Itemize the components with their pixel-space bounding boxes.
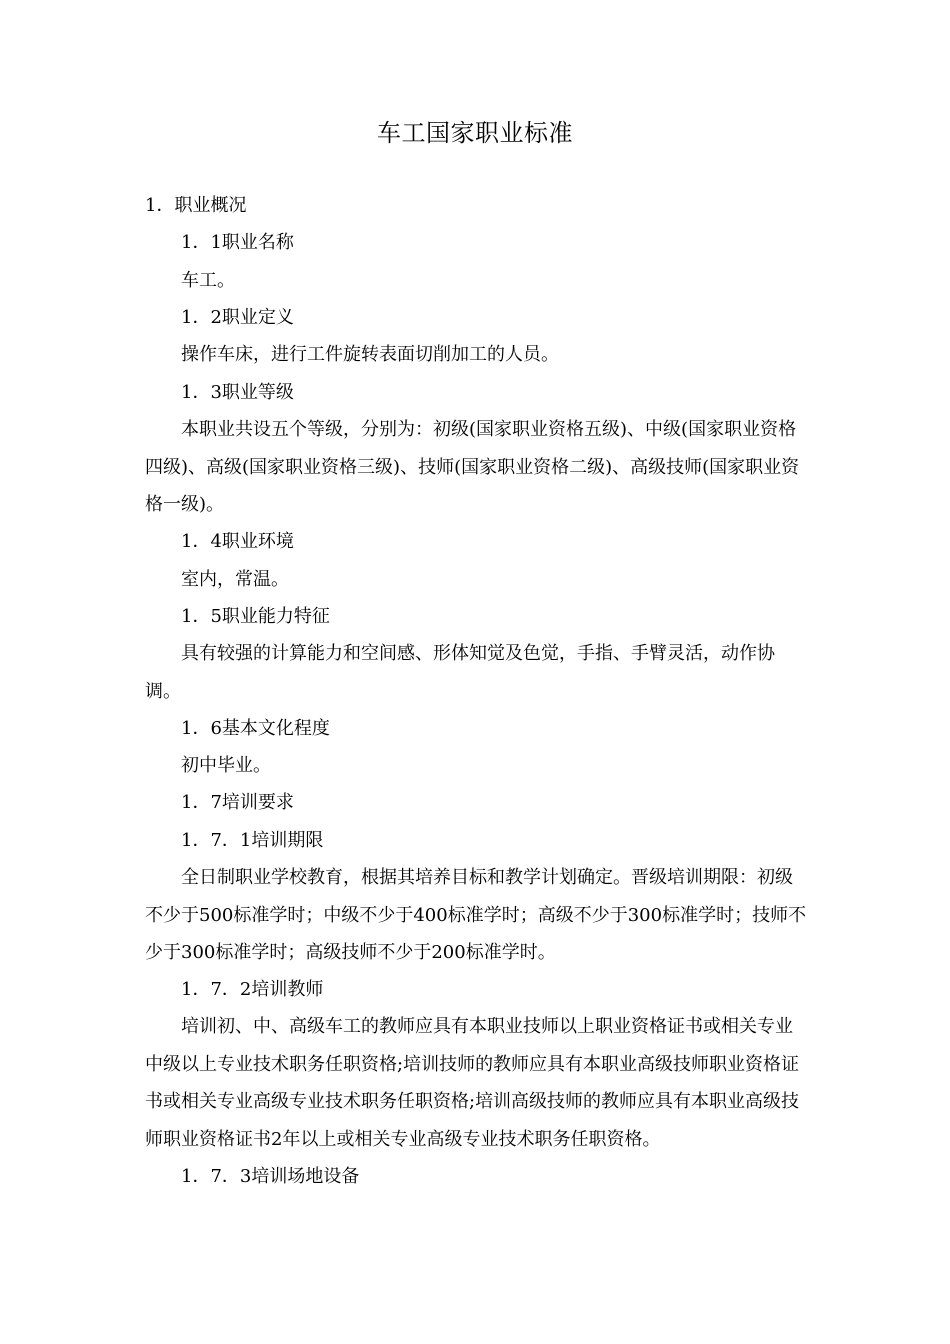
body-paragraph: 全日制职业学校教育，根据其培养目标和教学计划确定。晋级培训期限：初级不少于500标准学时；中级不少于400标准学时；高级不少于300标准学时；技师不少于300标准学时；高级技师不少于200标准学时。	[145, 867, 807, 963]
body-paragraph: 操作车床，进行工件旋转表面切削加工的人员。	[181, 344, 559, 365]
subsection-heading: 1．7培训要求	[181, 792, 294, 813]
body-paragraph: 室内，常温。	[181, 569, 289, 590]
subsection-heading: 1．3职业等级	[181, 382, 294, 403]
subsection-heading: 1．1职业名称	[181, 232, 294, 253]
body-paragraph: 具有较强的计算能力和空间感、形体知觉及色觉，手指、手臂灵活，动作协调。	[145, 643, 775, 702]
subsection-heading: 1．6基本文化程度	[181, 718, 330, 739]
section-heading: 1．职业概况	[145, 195, 247, 216]
body-paragraph: 本职业共设五个等级，分别为：初级(国家职业资格五级)、中级(国家职业资格四级)、高级(国家职业资格三级)、技师(国家职业资格二级)、高级技师(国家职业资格一级)。	[145, 419, 800, 515]
subsection-heading: 1．4职业环境	[181, 531, 294, 552]
body-paragraph: 初中毕业。	[181, 755, 271, 776]
subsection-heading: 1．5职业能力特征	[181, 606, 330, 627]
body-paragraph: 培训初、中、高级车工的教师应具有本职业技师以上职业资格证书或相关专业中级以上专业技术职务任职资格;培训技师的教师应具有本职业高级技师职业资格证书或相关专业高级专业技术职务任职资格;培训高级技师的教师应具有本职业高级技师职业资格证书2年以上或相关专业高级专业技术职务任职资格。	[145, 1016, 800, 1150]
subsubsection-heading: 1．7．1培训期限	[181, 830, 324, 851]
subsubsection-heading: 1．7．3培训场地设备	[181, 1166, 360, 1187]
document-title: 车工国家职业标准	[377, 119, 573, 147]
body-paragraph: 车工。	[181, 270, 235, 291]
subsection-heading: 1．2职业定义	[181, 307, 294, 328]
subsubsection-heading: 1．7．2培训教师	[181, 979, 324, 1000]
